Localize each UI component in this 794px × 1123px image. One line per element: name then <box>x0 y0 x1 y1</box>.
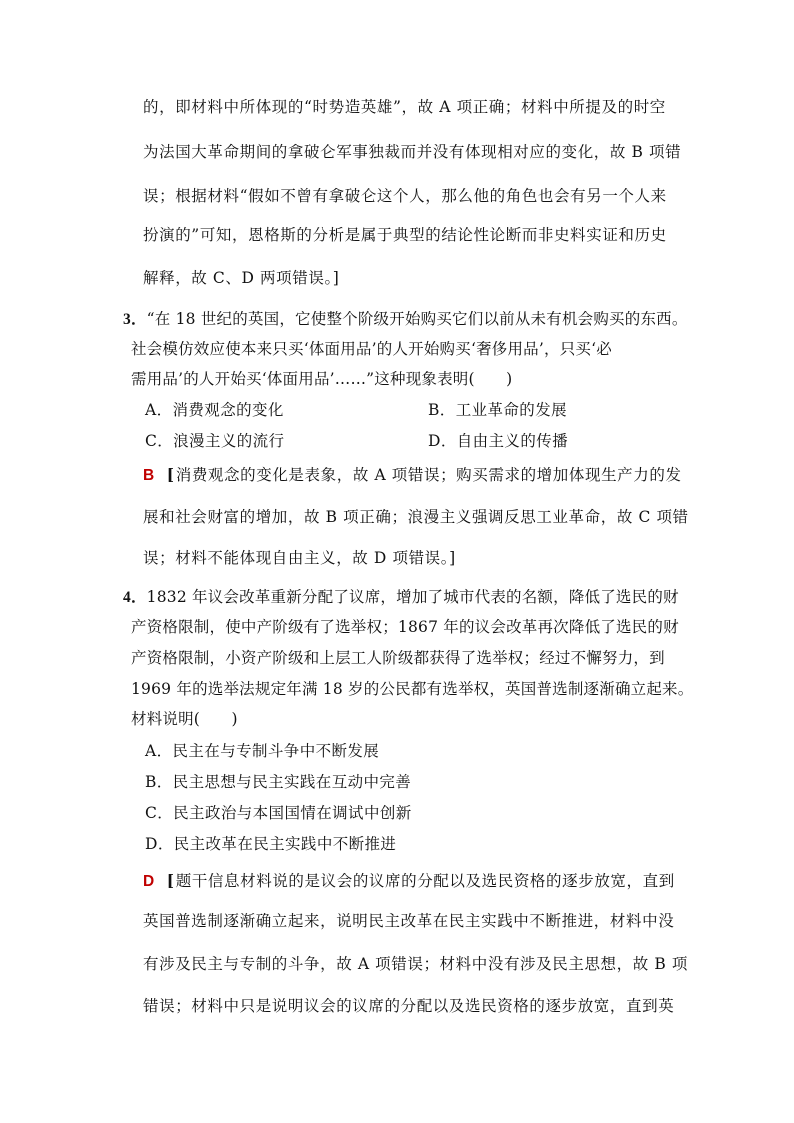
q3-open-bracket: [ <box>166 465 175 484</box>
q2-explanation-line-4: 扮演的”可知，恩格斯的分析是属于典型的结论性论断而非史料实证和历史 <box>143 226 667 244</box>
q2-explanation-line-2: 为法国大革命期间的拿破仑军事独裁而并没有体现相对应的变化，故 B 项错 <box>143 143 682 161</box>
q4-option-a: A．民主在与专制斗争中不断发展 <box>145 742 380 760</box>
q3-option-a: A．消费观念的变化 <box>145 401 284 419</box>
q3-number: 3． <box>123 311 147 328</box>
q4-explanation-line-3: 有涉及民主与专制的斗争，故 A 项错误；材料中没有涉及民主思想，故 B 项 <box>143 955 688 973</box>
q4-explanation-line-2: 英国普选制逐渐确立起来，说明民主改革在民主实践中不断推进，材料中没 <box>143 912 675 930</box>
q4-stem-line-4: 1969 年的选举法规定年满 18 岁的公民都有选举权，英国普选制逐渐确立起来。 <box>131 680 694 698</box>
q4-option-d: D．民主改革在民主实践中不断推进 <box>145 835 397 853</box>
q3-explanation-text-1: 消费观念的变化是表象，故 A 项错误；购买需求的增加体现生产力的发 <box>175 466 682 484</box>
q4-stem-line-5: 材料说明( ) <box>131 710 238 728</box>
q2-explanation-line-1: 的，即材料中所体现的“时势造英雄”，故 A 项正确；材料中所提及的时空 <box>143 98 666 116</box>
q4-number: 4． <box>123 589 147 606</box>
q3-explanation-line-1 <box>143 465 682 486</box>
q4-open-bracket: [ <box>166 871 175 890</box>
q4-stem-text-1: 1832 年议会改革重新分配了议席，增加了城市代表的名额，降低了选民的财 <box>146 588 679 606</box>
q3-explanation-line-2: 展和社会财富的增加，故 B 项正确；浪漫主义强调反思工业革命，故 C 项错 <box>143 508 689 526</box>
q4-answer: D <box>143 873 155 890</box>
q4-stem-line-3: 产资格限制，小资产阶级和上层工人阶级都获得了选举权；经过不懈努力，到 <box>131 649 665 667</box>
q4-explanation-text-1: 题干信息材料说的是议会的议席的分配以及选民资格的逐步放宽，直到 <box>175 872 675 890</box>
q3-answer: B <box>143 467 155 484</box>
q3-explanation-line-3: 误；材料不能体现自由主义，故 D 项错误。] <box>143 549 456 567</box>
q3-stem-text-1: “在 18 世纪的英国，它使整个阶级开始购买它们以前从未有机会购买的东西。 <box>146 310 688 328</box>
q4-stem-line-1 <box>123 587 679 608</box>
q3-stem-line-3: 需用品’的人开始买‘体面用品’……”这种现象表明( ) <box>131 370 513 388</box>
q3-stem-line-1 <box>123 309 688 330</box>
q3-option-d: D．自由主义的传播 <box>428 432 569 450</box>
q3-option-b: B．工业革命的发展 <box>428 401 567 419</box>
q4-option-c: C．民主政治与本国国情在调试中创新 <box>145 804 412 822</box>
q4-explanation-line-4: 错误；材料中只是说明议会的议席的分配以及选民资格的逐步放宽，直到英 <box>143 997 675 1015</box>
q3-stem-line-2: 社会模仿效应使本来只买‘体面用品’的人开始购买‘奢侈用品’，只买‘必 <box>131 340 612 358</box>
q4-stem-line-2: 产资格限制，使中产阶级有了选举权；1867 年的议会改革再次降低了选民的财 <box>131 618 679 636</box>
q2-explanation-line-3: 误；根据材料“假如不曾有拿破仑这个人，那么他的角色也会有另一个人来 <box>143 187 667 205</box>
q3-option-c: C．浪漫主义的流行 <box>145 432 285 450</box>
q4-explanation-line-1 <box>143 871 675 892</box>
q4-option-b: B．民主思想与民主实践在互动中完善 <box>145 773 412 791</box>
q2-explanation-line-5: 解释，故 C、D 两项错误。] <box>143 269 340 287</box>
